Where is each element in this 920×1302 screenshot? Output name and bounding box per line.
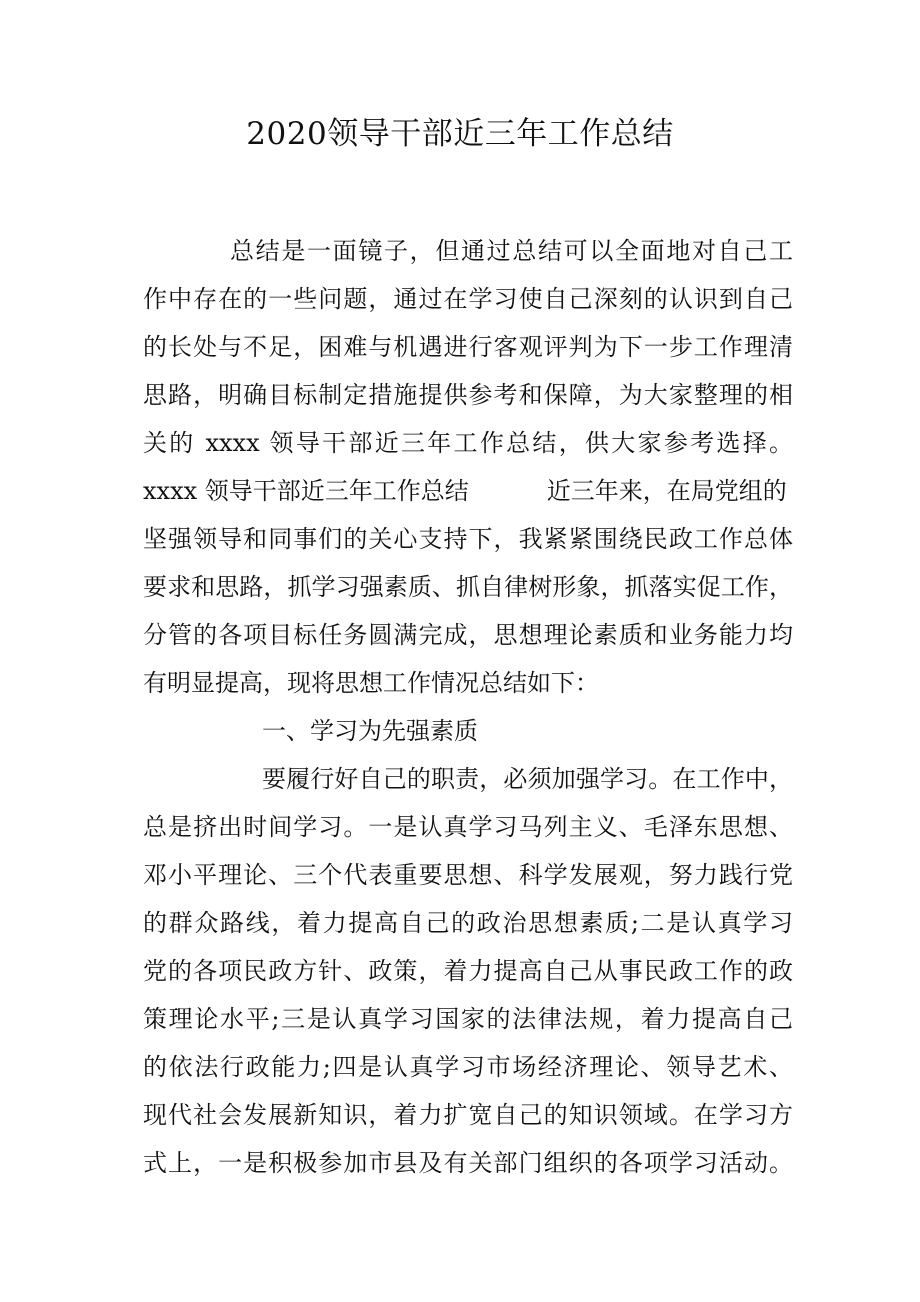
paragraph-line: 邓小平理论、三个代表重要思想、科学发展观，努力践行党 (143, 861, 793, 889)
paragraph-line: 式上，一是积极参加市县及有关部门组织的各项学习活动。 (143, 1149, 793, 1177)
paragraph-line: 策理论水平;三是认真学习国家的法律法规，着力提高自己 (143, 1005, 793, 1033)
paragraph-line: 的长处与不足，困难与机遇进行客观评判为下一步工作理清 (143, 333, 793, 361)
paragraph-line: 关的 xxxx 领导干部近三年工作总结，供大家参考选择。 (143, 429, 793, 457)
section-heading: 一、学习为先强素质 (262, 717, 478, 745)
paragraph-line: 总是挤出时间学习。一是认真学习马列主义、毛泽东思想、 (143, 813, 793, 841)
paragraph-line: 要求和思路，抓学习强素质、抓自律树形象，抓落实促工作， (143, 573, 793, 601)
paragraph-line: 的依法行政能力;四是认真学习市场经济理论、领导艺术、 (143, 1053, 793, 1081)
paragraph-line: 总结是一面镜子，但通过总结可以全面地对自己工 (230, 237, 793, 265)
paragraph-line: 党的各项民政方针、政策，着力提高自己从事民政工作的政 (143, 957, 793, 985)
inline-heading: xxxx 领导干部近三年工作总结 (143, 477, 469, 505)
paragraph-start: 近三年来，在局党组的 (546, 477, 787, 505)
paragraph-line: 有明显提高，现将思想工作情况总结如下： (143, 669, 599, 697)
paragraph-line (143, 474, 793, 508)
paragraph-line: 思路，明确目标制定措施提供参考和保障，为大家整理的相 (143, 381, 793, 409)
paragraph-line: 现代社会发展新知识，着力扩宽自己的知识领域。在学习方 (143, 1101, 793, 1129)
paragraph-line: 分管的各项目标任务圆满完成，思想理论素质和业务能力均 (143, 621, 793, 649)
paragraph-line: 作中存在的一些问题，通过在学习使自己深刻的认识到自己 (143, 285, 793, 313)
paragraph-line: 要履行好自己的职责，必须加强学习。在工作中， (262, 765, 793, 793)
document-title: 2020领导干部近三年工作总结 (246, 116, 674, 152)
paragraph-line: 的群众路线，着力提高自己的政治思想素质;二是认真学习 (143, 909, 793, 937)
paragraph-line: 坚强领导和同事们的关心支持下，我紧紧围绕民政工作总体 (143, 525, 793, 553)
